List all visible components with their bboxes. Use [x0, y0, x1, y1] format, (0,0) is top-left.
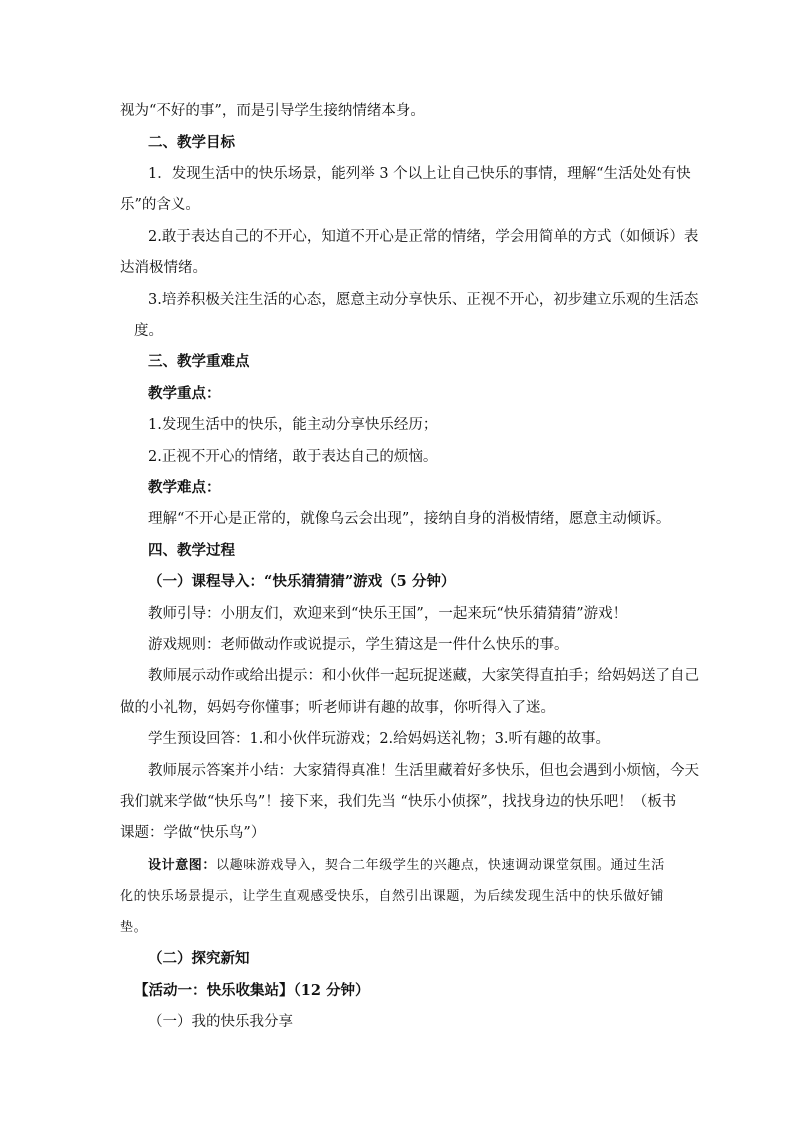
- paragraph-line: 1.发现生活中的快乐，能主动分享快乐经历；: [148, 417, 438, 433]
- paragraph-line: 教师引导：小朋友们，欢迎来到“快乐王国”，一起来玩“快乐猜猜猜”游戏！: [148, 606, 628, 622]
- section-heading: 二、教学目标: [148, 134, 235, 151]
- paragraph-line: 1．发现生活中的快乐场景，能列举 3 个以上让自己快乐的事情，理解“生活处处有快: [148, 166, 691, 182]
- section-heading: 三、教学重难点: [148, 353, 250, 370]
- paragraph-line: 2.敢于表达自己的不开心，知道不开心是正常的情绪，学会用简单的方式（如倾诉）表: [148, 229, 699, 245]
- paragraph-line: 教师展示动作或给出提示：和小伙伴一起玩捉迷藏，大家笑得直拍手；给妈妈送了自己: [148, 668, 699, 684]
- paragraph-line: 教师展示答案并小结：大家猜得真准！生活里藏着好多快乐，但也会遇到小烦恼，今天: [148, 763, 699, 779]
- paragraph-line: 度。: [134, 323, 163, 339]
- design-note-text: 以趣味游戏导入，契合二年级学生的兴趣点，快速调动课堂氛围。通过生活: [216, 858, 665, 873]
- paragraph-line: 乐”的含义。: [120, 197, 200, 213]
- paragraph-line: 做的小礼物，妈妈夸你懂事；听老师讲有趣的故事，你听得入了迷。: [120, 700, 555, 716]
- paragraph-line: 课题：学做“快乐鸟”）: [120, 825, 266, 841]
- paragraph-line: 游戏规则：老师做动作或说提示，学生猜这是一件什么快乐的事。: [148, 637, 569, 653]
- subsection-label: 教学重点：: [148, 385, 221, 402]
- paragraph-line: 学生预设回答：1.和小伙伴玩游戏；2.给妈妈送礼物；3.听有趣的故事。: [148, 731, 611, 747]
- section-heading: 四、教学过程: [148, 542, 235, 559]
- paragraph-line: 达消极情绪。: [120, 260, 207, 276]
- paragraph-line: 视为“不好的事”，而是引导学生接纳情绪本身。: [120, 103, 425, 119]
- subsection-heading: （一）课程导入：“快乐猜猜猜”游戏（5 分钟）: [148, 573, 456, 590]
- subsection-heading: （二）探究新知: [148, 950, 250, 967]
- paragraph-line: 2.正视不开心的情绪，敢于表达自己的烦恼。: [148, 449, 438, 465]
- subsection-label: 教学难点：: [148, 479, 221, 496]
- activity-heading: 【活动一：快乐收集站】（12 分钟）: [134, 982, 370, 999]
- paragraph-line: （一）我的快乐我分享: [148, 1014, 293, 1030]
- design-note-line: 化的快乐场景提示，让学生直观感受快乐，自然引出课题，为后续发现生活中的快乐做好铺: [120, 889, 665, 904]
- design-note-label: 设计意图：: [148, 858, 217, 873]
- design-note-line: [148, 856, 665, 876]
- paragraph-line: 理解“不开心是正常的，就像乌云会出现”，接纳自身的消极情绪，愿意主动倾诉。: [148, 511, 671, 527]
- paragraph-line: 我们就来学做“快乐鸟”！接下来，我们先当 “快乐小侦探”，找找身边的快乐吧！（板书: [120, 794, 677, 810]
- paragraph-line: 3.培养积极关注生活的心态，愿意主动分享快乐、正视不开心，初步建立乐观的生活态: [148, 292, 699, 308]
- design-note-line: 垫。: [120, 920, 148, 935]
